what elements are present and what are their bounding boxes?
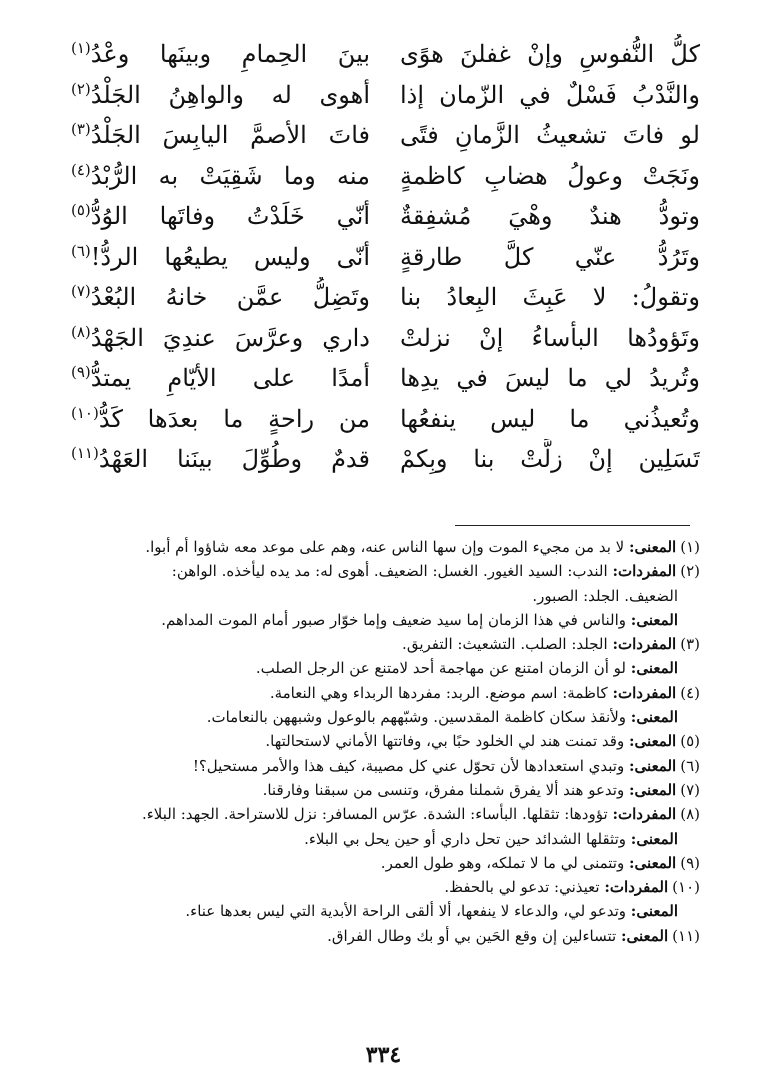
footnote	[40, 754, 700, 778]
verse	[70, 34, 700, 75]
verse-first-hemistich: كلُّ النُّفوسِ وإنْ غفلنَ هوًى	[400, 40, 700, 68]
footnote	[40, 681, 700, 705]
footnote-marker: (٤)	[71, 160, 91, 179]
footnote-label: المعنى:	[630, 610, 678, 629]
verse	[70, 115, 700, 156]
verse-second-hemistich	[70, 277, 370, 317]
verse	[70, 196, 700, 237]
verse	[70, 399, 700, 440]
verse-first-hemistich: وتُعيذُني ما ليس ينفعُها	[400, 404, 700, 433]
hemistich-text: وتَضِلُّ عمَّن خانهُ البُعْدُ	[90, 283, 370, 311]
footnote	[40, 875, 700, 899]
footnote-marker: (٨)	[71, 322, 91, 341]
footnote-text: كاظمة: اسم موضع. الربد: مفردها الربداء وهي النعامة.	[269, 683, 608, 702]
verse-second-hemistich	[70, 75, 370, 115]
footnote-continuation	[40, 584, 700, 608]
footnote-label: المعنى:	[629, 780, 677, 799]
footnote-text: الجلد: الصلب. التشعيث: التفريق.	[402, 635, 608, 654]
footnote-marker: (٦)	[71, 241, 91, 260]
footnote-marker: (١١)	[71, 444, 99, 462]
verse-first-hemistich: وتَرُدُّ عنّي كلَّ طارقةٍ	[400, 242, 700, 271]
verse-first-hemistich: وتَؤودُها البأساءُ إنْ نزلتْ	[400, 323, 700, 352]
footnote-text: تتساءلين إن وقع الحَين بي أو بك وطال الفراق.	[327, 926, 617, 945]
verse-first-hemistich: وتُريدُ لي ما ليسَ في يدِها	[400, 364, 700, 392]
footnote-number: (٥)	[680, 732, 700, 751]
footnote-label: المعنى:	[629, 538, 677, 556]
verse-second-hemistich	[70, 34, 370, 74]
footnote-label: المفردات:	[612, 562, 677, 581]
hemistich-text: أهوى له والواهِنُ الجَلْدُ	[90, 80, 370, 109]
footnote	[40, 827, 700, 851]
footnote-label: المفردات:	[612, 683, 677, 702]
footnote	[40, 559, 700, 583]
footnote-label: المعنى:	[630, 659, 678, 678]
verse-second-hemistich	[70, 237, 370, 277]
footnote-marker: (١٠)	[71, 403, 99, 422]
footnote-label: المعنى:	[620, 926, 669, 945]
hemistich-text: أمدًا على الأيّامِ يمتدُّ	[90, 364, 370, 392]
footnote-label: المعنى:	[630, 708, 678, 727]
verse-second-hemistich	[70, 399, 370, 439]
footnote-label: المعنى:	[629, 853, 677, 872]
poem-block	[70, 34, 700, 480]
footnotes	[40, 535, 700, 948]
footnote	[40, 608, 700, 632]
footnote-marker: (١)	[71, 39, 91, 57]
footnote-text: وتدعو لي، والدعاء لا ينفعها، ألا ألقى الراحة الأبدية التي ليس بعدها عناء.	[185, 902, 626, 921]
footnote	[40, 705, 700, 729]
footnote-number: (١١)	[672, 926, 700, 945]
footnote-label: المفردات:	[612, 635, 677, 654]
footnote	[40, 729, 700, 753]
footnote-text: الندب: السيد الغيور. الغسل: الضعيف. أهوى له: مد يده ليأخذه. الواهن:	[171, 562, 608, 581]
hemistich-text: قدمٌ وطُوِّلَ بينَنا العَهْدُ	[98, 445, 370, 473]
footnote-label: المعنى:	[629, 756, 677, 775]
verse-second-hemistich	[70, 318, 370, 358]
verse-second-hemistich	[70, 156, 370, 196]
hemistich-text: أنّى وليس يطيعُها الردُّ!	[90, 242, 370, 271]
footnote	[40, 632, 700, 656]
footnote-text: لو أن الزمان امتنع عن مهاجمة أحد لامتنع عن الرجل الصلب.	[255, 659, 626, 678]
verse-second-hemistich	[70, 196, 370, 236]
hemistich-text: داري وعرَّسَ عندِيَ الجَهْدُ	[90, 323, 370, 352]
footnote-number: (٢)	[680, 562, 700, 581]
footnote-label: المفردات:	[612, 805, 677, 824]
verse	[70, 439, 700, 480]
footnote-text: وتثقلها الشدائد حين تحل داري أو حين يحل بي البلاء.	[304, 829, 626, 848]
verse-first-hemistich: ونَجَتْ وعولُ هضابِ كاظمةٍ	[400, 161, 700, 190]
footnote-label: المعنى:	[630, 829, 678, 848]
verse	[70, 156, 700, 197]
page-number: ٣٣٤	[365, 1042, 402, 1068]
verse	[70, 358, 700, 399]
footnote-text: الضعيف. الجلد: الصبور.	[532, 586, 678, 605]
verse-first-hemistich: لو فاتَ تشعيثُ الزَّمانِ فتًى	[400, 121, 700, 149]
footnote	[40, 802, 700, 826]
footnote-label: المفردات:	[604, 878, 669, 897]
footnote	[40, 535, 700, 559]
footnote-text: تؤودها: تثقلها. البأساء: الشدة. عرّس المسافر: نزل للاستراحة. الجهد: البلاء.	[141, 805, 608, 824]
footnote-number: (٦)	[680, 756, 700, 775]
verse-second-hemistich	[70, 439, 370, 479]
footnote	[40, 778, 700, 802]
footnote-marker: (٩)	[71, 363, 91, 381]
verse	[70, 318, 700, 359]
footnote-marker: (٢)	[71, 79, 91, 98]
footnote-text: والناس في هذا الزمان إما سيد ضعيف وإما خوّار صبور أمام الموت المداهم.	[161, 610, 626, 629]
verse-first-hemistich: تَسَلِين إنْ زلَّتْ بنا وبِكمْ	[400, 445, 700, 473]
footnote-text: وقد تمنت هند لي الخلود حبًا بي، وفاتتها الأماني لاستحالتها.	[265, 732, 625, 751]
verse	[70, 75, 700, 116]
verse-first-hemistich: وتودُّ هندٌ وهْيَ مُشفِقةٌ	[400, 202, 700, 230]
footnote-number: (٤)	[680, 683, 700, 702]
verse-first-hemistich: والنَّدْبُ فَسْلٌ في الزّمان إذا	[400, 80, 700, 109]
hemistich-text: منه وما شَقِيَتْ به الرُّبْدُ	[90, 161, 370, 190]
verse-second-hemistich	[70, 115, 370, 155]
footnote-text: وتدعو هند ألا يفرق شملنا مفرق، وتنسى من سبقنا وفارقنا.	[262, 780, 625, 799]
footnote	[40, 924, 700, 948]
footnote-label: المعنى:	[629, 732, 677, 751]
verse	[70, 237, 700, 278]
footnote-text: وتتمنى لي ما لا تملكه، وهو طول العمر.	[380, 853, 625, 872]
verse-first-hemistich: وتقولُ: لا عَبِثَ البِعادُ بنا	[400, 283, 700, 311]
hemistich-text: بينَ الحِمامِ وبينَها وعْدُ	[90, 40, 370, 68]
footnote-text: لا بد من مجيء الموت وإن سها الناس عنه، وهم على موعد معه شاؤوا أم أبوا.	[145, 538, 625, 556]
hemistich-text: من راحةٍ ما بعدَها كَدُّ	[98, 404, 370, 433]
footnote-text: وتبدي استعدادها لأن تحوّل عني كل مصيبة، كيف هذا والأمر مستحيل؟!	[192, 756, 625, 775]
footnote-marker: (٧)	[71, 282, 91, 300]
footnote-number: (٣)	[680, 635, 700, 654]
hemistich-text: أنّي خَلَدْتُ وفاتَها الوُدُّ	[90, 202, 370, 230]
verse	[70, 277, 700, 318]
footnote-number: (١)	[680, 538, 700, 556]
footnote	[40, 851, 700, 875]
footnote-text: تعيذني: تدعو لي بالحفظ.	[444, 878, 600, 897]
footnote	[40, 656, 700, 680]
footnote-marker: (٣)	[71, 120, 91, 138]
footnote-marker: (٥)	[71, 201, 91, 219]
verse-second-hemistich	[70, 358, 370, 398]
footnote-number: (٧)	[680, 780, 700, 799]
hemistich-text: فاتَ الأصمَّ اليابِسَ الجَلْدُ	[90, 121, 370, 149]
footnote-number: (٨)	[680, 805, 700, 824]
footnote-number: (٩)	[680, 853, 700, 872]
footnote-text: ولأنقذ سكان كاظمة المقدسين. وشبّههم بالوعول وشبههن بالنعامات.	[206, 708, 626, 727]
footnote-number: (١٠)	[672, 878, 700, 897]
footnote-separator	[455, 525, 690, 526]
footnote	[40, 899, 700, 923]
footnote-label: المعنى:	[630, 902, 678, 921]
